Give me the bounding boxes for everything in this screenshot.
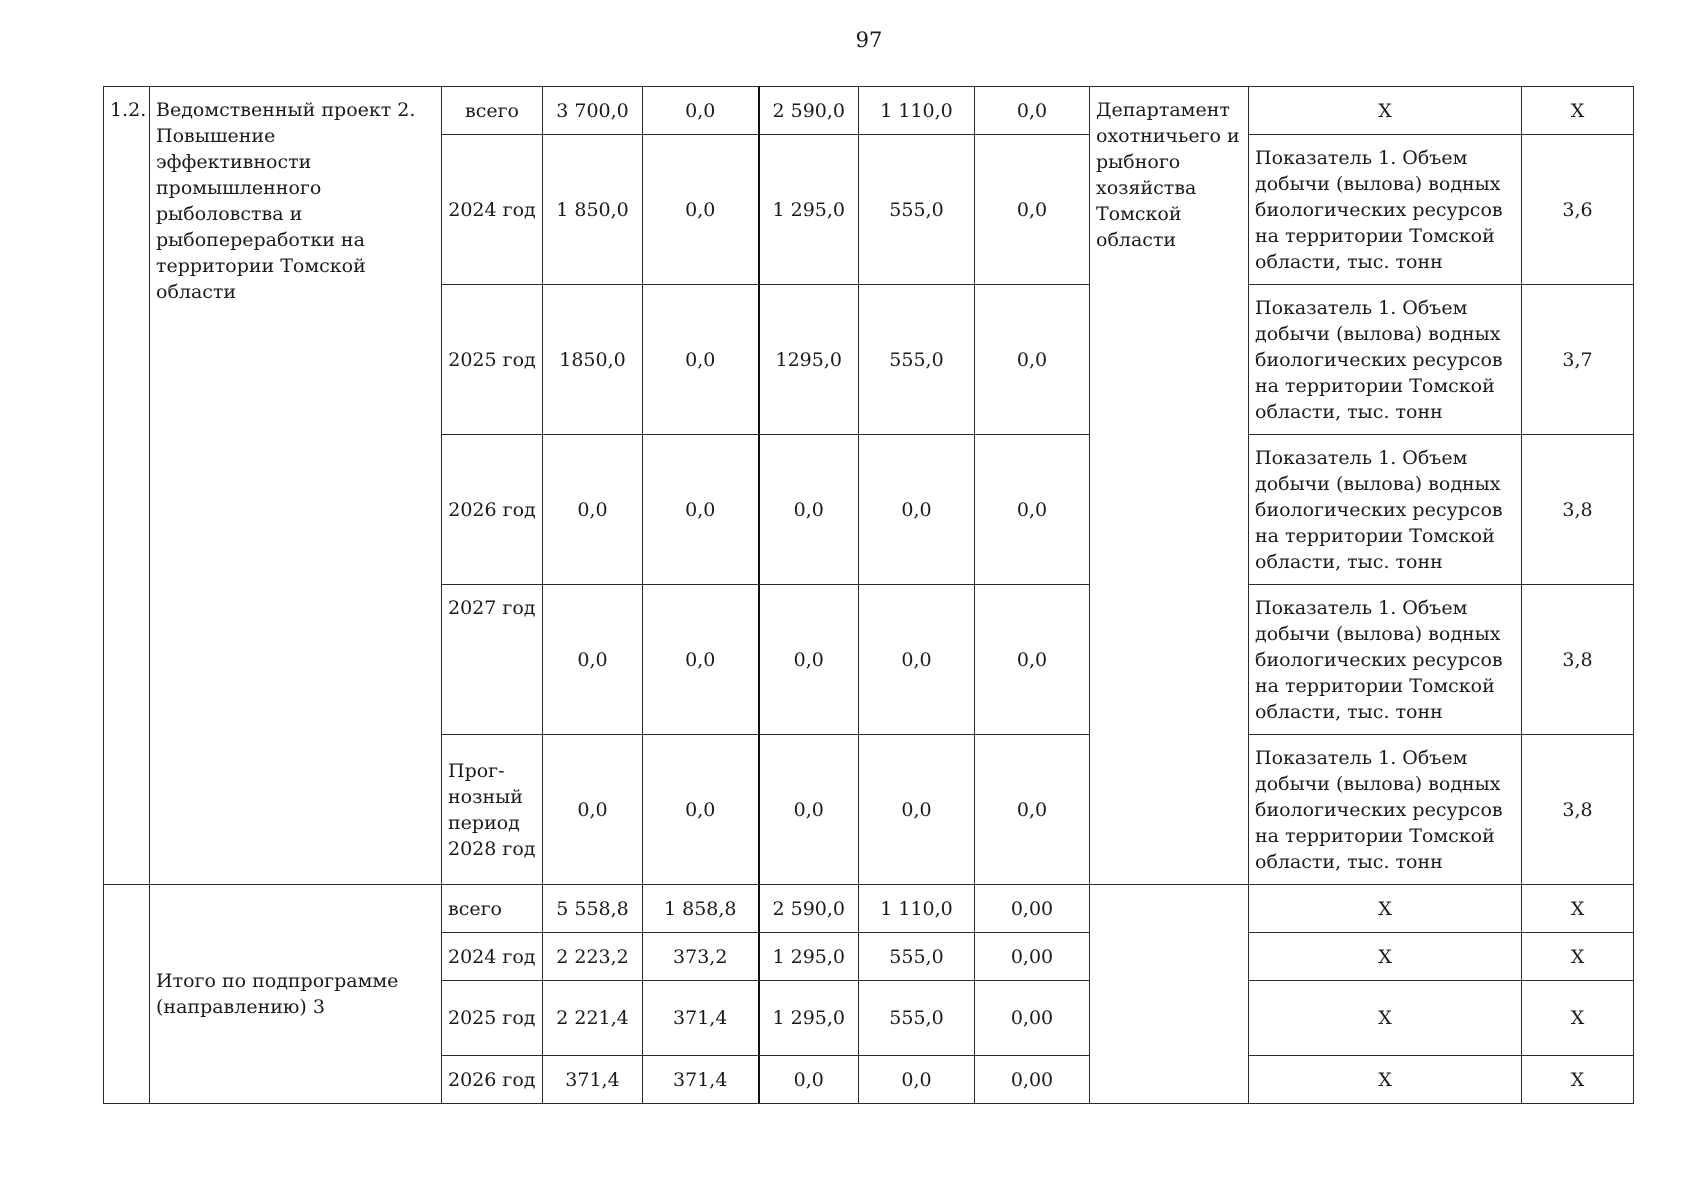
period-cell: 2024 год [442,933,543,981]
amount-cell: 0,0 [643,735,759,885]
indicator-cell: Х [1249,1056,1522,1104]
period-cell: Прог-нозный период 2028 год [442,735,543,885]
indicator-cell: Показатель 1. Объем добычи (вылова) водных биологических ресурсов на территории Томской области, тыс. тонн [1249,735,1522,885]
total-cell: 3 700,0 [543,87,643,135]
amount-cell: 0,0 [859,1056,975,1104]
total-cell: 5 558,8 [543,885,643,933]
amount-cell: 1 295,0 [759,933,859,981]
period-cell: 2025 год [442,981,543,1056]
total-cell: 1850,0 [543,285,643,435]
project-name: Ведомственный проект 2. Повышение эффективности промышленного рыболовства и рыбопереработки на территории Томской области [150,87,442,885]
amount-cell: 0,0 [643,135,759,285]
total-cell: 0,0 [543,735,643,885]
page-number: 97 [855,28,883,52]
amount-cell: 0,0 [759,585,859,735]
amount-cell: 371,4 [643,1056,759,1104]
amount-cell: 373,2 [643,933,759,981]
table-row [104,885,1634,933]
indicator-value: 3,8 [1522,585,1634,735]
amount-cell: 2 590,0 [759,87,859,135]
amount-cell: 0,0 [975,585,1090,735]
project-number: 1.2. [104,87,150,885]
indicator-cell: Показатель 1. Объем добычи (вылова) водных биологических ресурсов на территории Томской области, тыс. тонн [1249,435,1522,585]
amount-cell: 0,0 [643,285,759,435]
total-cell: 371,4 [543,1056,643,1104]
subtotal-number-cell [104,885,150,1104]
amount-cell: 1 295,0 [759,135,859,285]
amount-cell: 0,0 [975,87,1090,135]
amount-cell: 555,0 [859,135,975,285]
indicator-cell: Х [1249,933,1522,981]
amount-cell: 371,4 [643,981,759,1056]
period-cell: 2026 год [442,1056,543,1104]
amount-cell: 0,0 [643,435,759,585]
indicator-cell: Показатель 1. Объем добычи (вылова) водных биологических ресурсов на территории Томской области, тыс. тонн [1249,585,1522,735]
total-cell: 1 850,0 [543,135,643,285]
amount-cell: 0,0 [859,585,975,735]
indicator-value: Х [1522,87,1634,135]
total-cell: 0,0 [543,435,643,585]
indicator-cell: Показатель 1. Объем добычи (вылова) водных биологических ресурсов на территории Томской области, тыс. тонн [1249,285,1522,435]
total-cell: 2 223,2 [543,933,643,981]
indicator-value: 3,8 [1522,735,1634,885]
indicator-cell: Х [1249,885,1522,933]
amount-cell: 0,00 [975,981,1090,1056]
indicator-cell: Х [1249,981,1522,1056]
table-row [104,87,1634,135]
subtotal-name: Итого по подпрограмме (направлению) 3 [150,885,442,1104]
amount-cell: 0,0 [759,1056,859,1104]
subtotal-responsible-cell [1090,885,1249,1104]
indicator-value: 3,6 [1522,135,1634,285]
indicator-value: Х [1522,933,1634,981]
period-cell: всего [442,87,543,135]
period-cell: 2027 год [442,585,543,735]
amount-cell: 0,00 [975,1056,1090,1104]
amount-cell: 0,0 [759,735,859,885]
period-cell: 2025 год [442,285,543,435]
amount-cell: 555,0 [859,933,975,981]
indicator-value: Х [1522,981,1634,1056]
amount-cell: 1 110,0 [859,87,975,135]
amount-cell: 0,0 [859,735,975,885]
amount-cell: 0,0 [975,435,1090,585]
amount-cell: 0,0 [975,285,1090,435]
indicator-value: Х [1522,885,1634,933]
amount-cell: 2 590,0 [759,885,859,933]
total-cell: 0,0 [543,585,643,735]
amount-cell: 0,0 [975,735,1090,885]
indicator-cell: Х [1249,87,1522,135]
amount-cell: 0,0 [643,585,759,735]
amount-cell: 555,0 [859,981,975,1056]
amount-cell: 0,0 [975,135,1090,285]
period-cell: всего [442,885,543,933]
amount-cell: 1 110,0 [859,885,975,933]
total-cell: 2 221,4 [543,981,643,1056]
responsible-department: Департамент охотничьего и рыбного хозяйства Томской области [1090,87,1249,885]
amount-cell: 0,00 [975,885,1090,933]
amount-cell: 1 858,8 [643,885,759,933]
period-cell: 2026 год [442,435,543,585]
period-cell: 2024 год [442,135,543,285]
amount-cell: 555,0 [859,285,975,435]
indicator-value: 3,7 [1522,285,1634,435]
indicator-value: 3,8 [1522,435,1634,585]
indicator-cell: Показатель 1. Объем добычи (вылова) водных биологических ресурсов на территории Томской области, тыс. тонн [1249,135,1522,285]
funding-table [103,86,1634,1104]
amount-cell: 0,0 [643,87,759,135]
amount-cell: 1295,0 [759,285,859,435]
amount-cell: 0,0 [859,435,975,585]
amount-cell: 0,0 [759,435,859,585]
amount-cell: 1 295,0 [759,981,859,1056]
indicator-value: Х [1522,1056,1634,1104]
amount-cell: 0,00 [975,933,1090,981]
